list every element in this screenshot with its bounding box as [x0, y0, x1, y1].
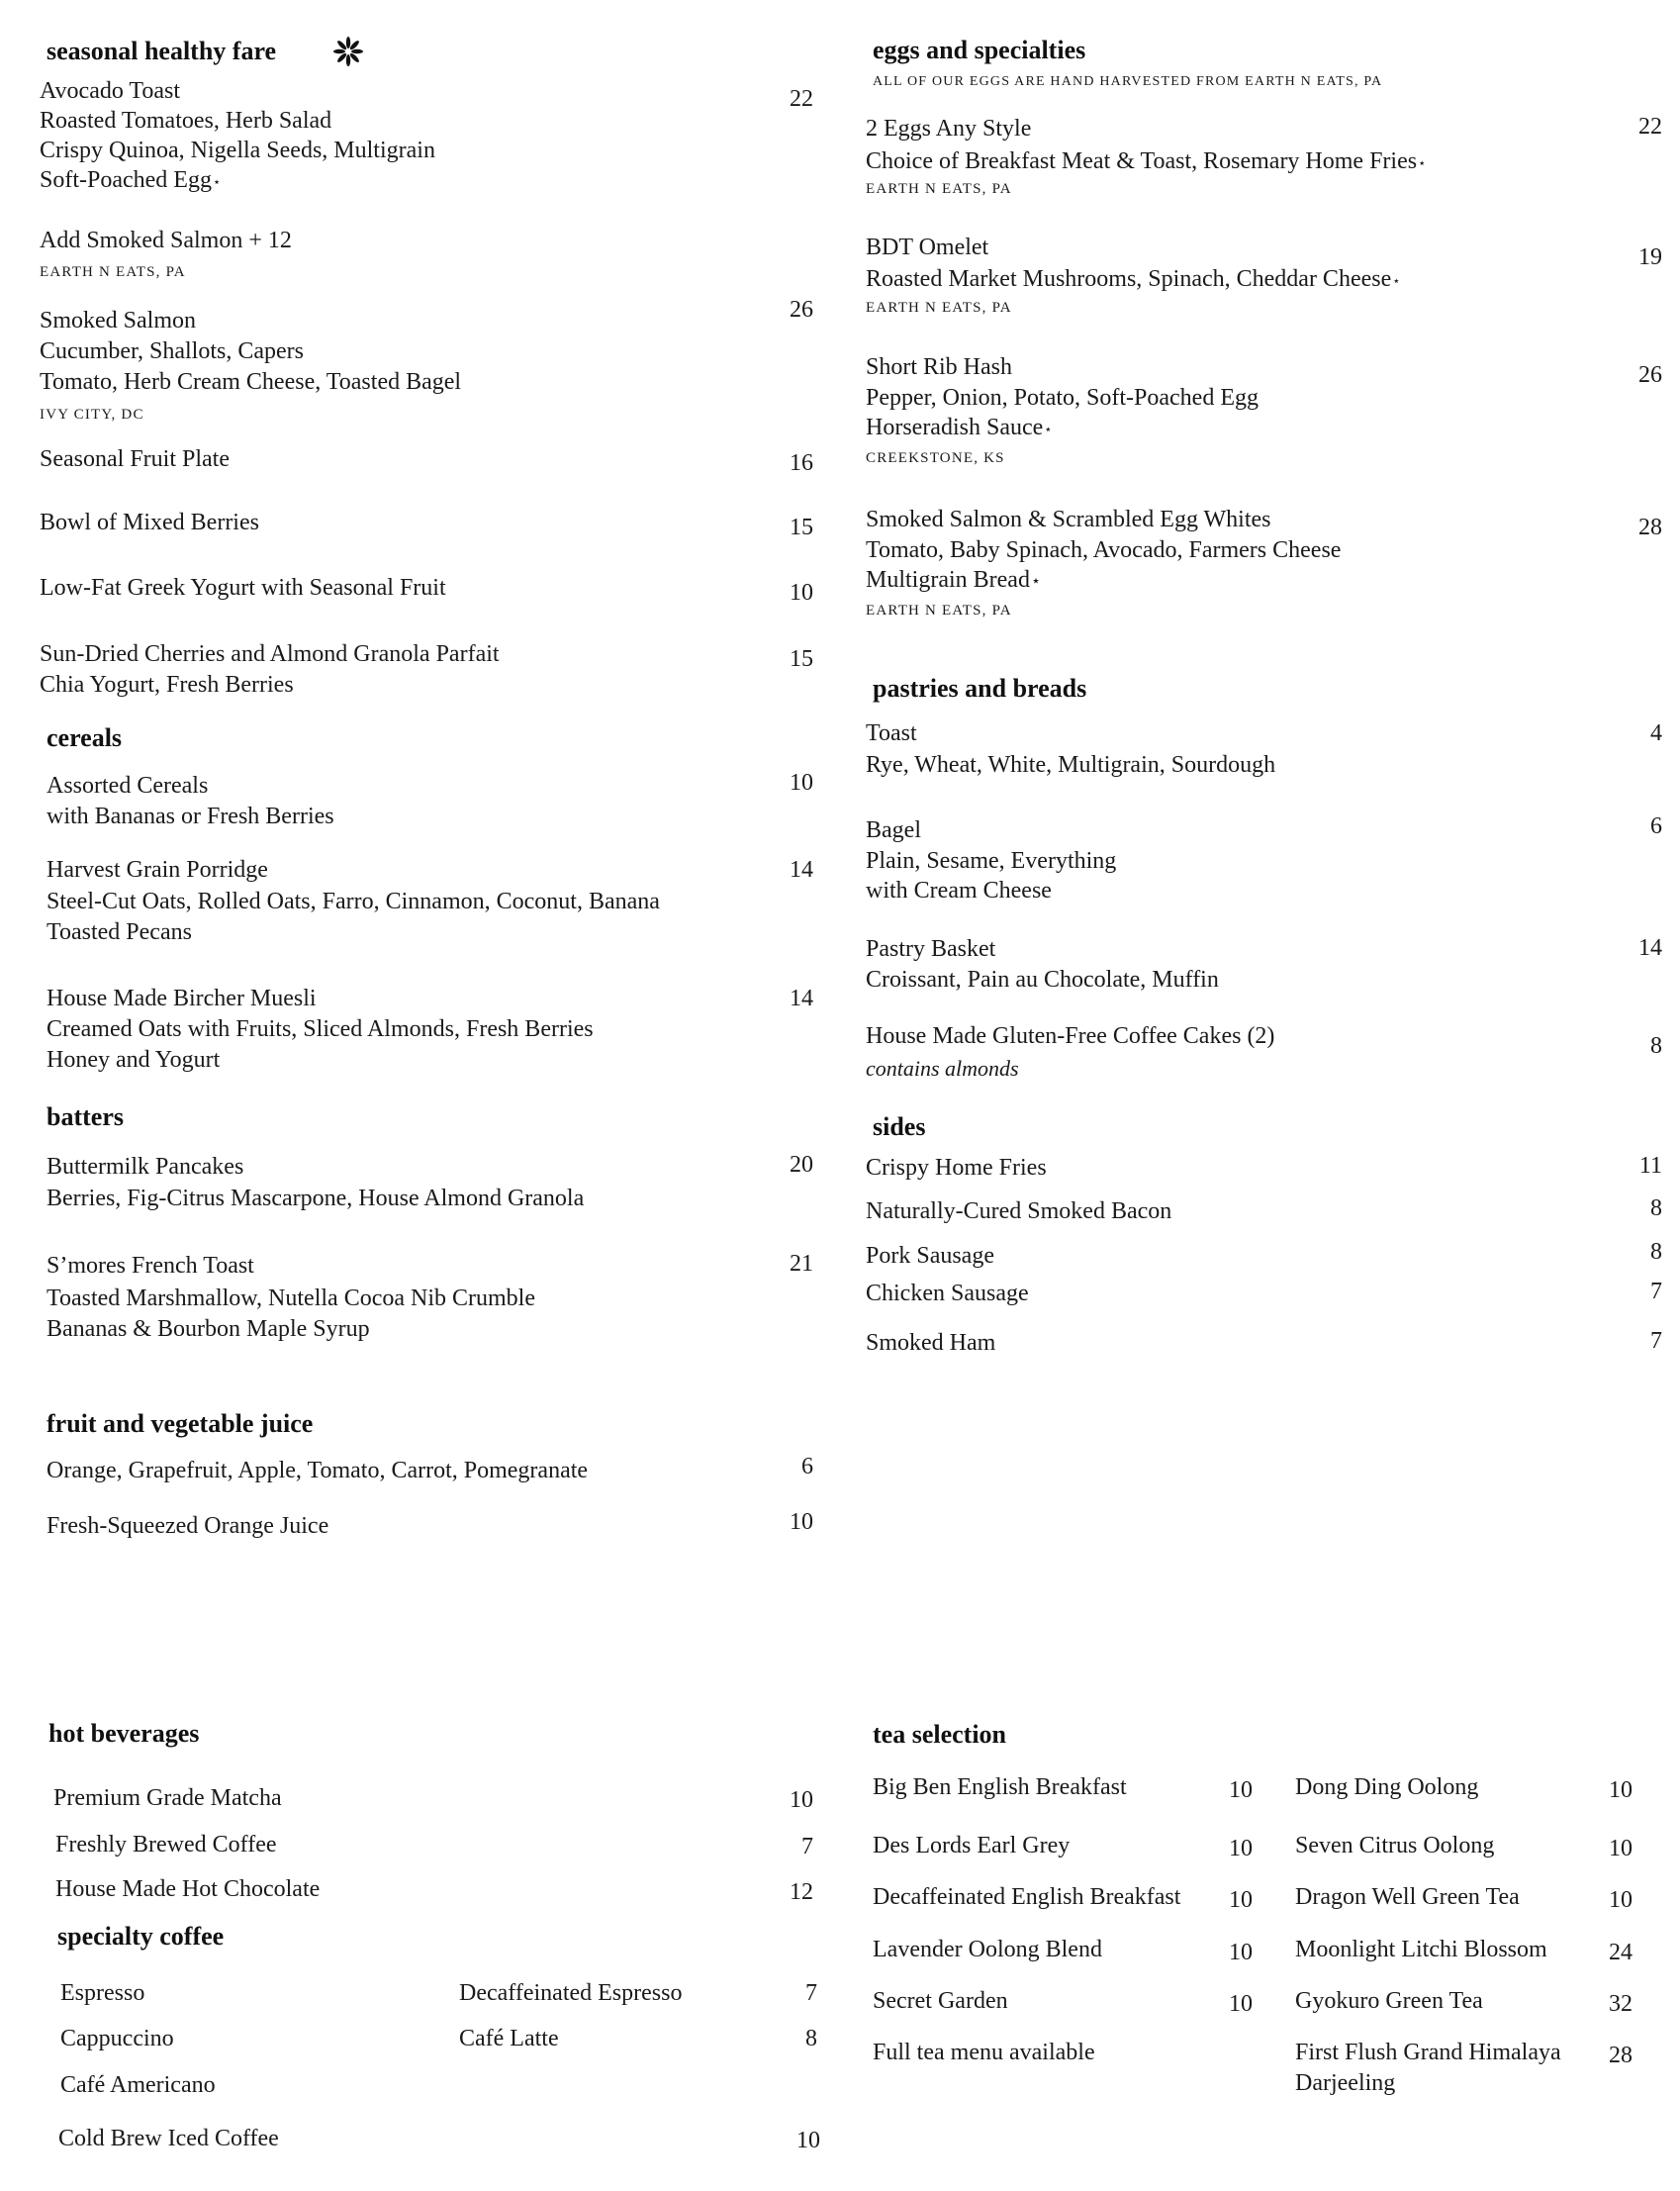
tea-price: 10	[1609, 1777, 1633, 1803]
item-price: 6	[1650, 813, 1662, 839]
item-price: 14	[790, 986, 813, 1011]
star-icon: ⋆	[1418, 155, 1427, 170]
tea-name: Des Lords Earl Grey	[873, 1833, 1071, 1858]
item-description: Cucumber, Shallots, Capers	[40, 338, 304, 364]
item-price: 8	[1650, 1239, 1662, 1265]
section-heading: fruit and vegetable juice	[47, 1409, 314, 1438]
item-name: Orange, Grapefruit, Apple, Tomato, Carrot, Pomegranate	[47, 1458, 589, 1483]
item-price: 28	[1638, 515, 1662, 540]
item-price: 21	[790, 1251, 813, 1277]
item-price: 7	[1650, 1328, 1662, 1354]
tea-name: Lavender Oolong Blend	[873, 1937, 1102, 1962]
tea-name: Moonlight Litchi Blossom	[1295, 1937, 1547, 1962]
item-name: Low-Fat Greek Yogurt with Seasonal Fruit	[40, 575, 446, 601]
item-description-text: Soft-Poached Egg	[40, 167, 212, 193]
item-price: 8	[1650, 1033, 1662, 1059]
item-price: 8	[1650, 1195, 1662, 1221]
star-icon: ⋆	[1030, 573, 1041, 590]
tea-name: Secret Garden	[873, 1988, 1008, 2014]
item-description: Crispy Quinoa, Nigella Seeds, Multigrain	[40, 138, 435, 163]
tea-name: Seven Citrus Oolong	[1295, 1833, 1495, 1858]
star-icon: ⋆	[212, 174, 222, 189]
item-description: Chia Yogurt, Fresh Berries	[40, 672, 294, 698]
item-name: Buttermilk Pancakes	[47, 1154, 244, 1180]
item-price: 4	[1650, 720, 1662, 746]
item-name: Cold Brew Iced Coffee	[58, 2126, 279, 2151]
section-heading: pastries and breads	[873, 674, 1087, 703]
item-name: Assorted Cereals	[47, 773, 209, 799]
section-heading: sides	[873, 1112, 926, 1141]
item-name: Add Smoked Salmon + 12	[40, 228, 292, 253]
tea-price: 32	[1609, 1991, 1633, 2017]
item-price: 10	[790, 1787, 813, 1813]
item-description: Tomato, Baby Spinach, Avocado, Farmers Cheese	[866, 537, 1342, 563]
item-price: 16	[790, 450, 813, 476]
item-name: S’mores French Toast	[47, 1253, 254, 1279]
item-description: Tomato, Herb Cream Cheese, Toasted Bagel	[40, 369, 462, 395]
tea-price: 10	[1229, 1777, 1253, 1803]
item-description: Bananas & Bourbon Maple Syrup	[47, 1316, 370, 1342]
item-source: EARTH N EATS, PA	[866, 181, 1012, 197]
item-name-cappuccino: Cappuccino	[60, 2026, 174, 2051]
item-price: 26	[1638, 362, 1662, 388]
section-heading: hot beverages	[48, 1719, 200, 1748]
section-note: ALL OF OUR EGGS ARE HAND HARVESTED FROM EARTH N EATS, PA	[873, 74, 1383, 89]
item-name: Bagel	[866, 817, 921, 843]
item-name: Toast	[866, 720, 917, 746]
item-price: 15	[790, 515, 813, 540]
item-description-text: Choice of Breakfast Meat & Toast, Rosemary Home Fries	[866, 148, 1418, 174]
item-price: 8	[805, 2026, 817, 2051]
item-name: BDT Omelet	[866, 235, 989, 260]
item-name-espresso: Espresso	[60, 1980, 145, 2006]
item-name: Fresh-Squeezed Orange Juice	[47, 1513, 329, 1539]
item-description	[866, 565, 1041, 597]
item-price: 7	[801, 1834, 813, 1859]
item-source: IVY CITY, DC	[40, 407, 144, 423]
item-description: Plain, Sesame, Everything	[866, 848, 1117, 874]
tea-name: Gyokuro Green Tea	[1295, 1988, 1483, 2014]
item-price: 10	[796, 2128, 820, 2153]
tea-price: 10	[1609, 1836, 1633, 1861]
item-name: House Made Hot Chocolate	[55, 1876, 321, 1902]
item-description: with Cream Cheese	[866, 878, 1052, 904]
item-name: Sun-Dried Cherries and Almond Granola Parfait	[40, 641, 500, 667]
tea-note: Full tea menu available	[873, 2040, 1095, 2065]
tea-price: 28	[1609, 2043, 1633, 2068]
item-name: Freshly Brewed Coffee	[55, 1832, 277, 1858]
item-name: Crispy Home Fries	[866, 1155, 1047, 1181]
tea-price: 24	[1609, 1940, 1633, 1965]
item-description: Berries, Fig-Citrus Mascarpone, House Almond Granola	[47, 1186, 585, 1211]
item-name-cafe-americano: Café Americano	[60, 2072, 216, 2098]
item-name: Avocado Toast	[40, 78, 181, 104]
item-price: 7	[1650, 1279, 1662, 1304]
item-price: 20	[790, 1152, 813, 1178]
section-heading: eggs and specialties	[873, 36, 1086, 64]
section-heading: cereals	[47, 723, 123, 752]
item-source: EARTH N EATS, PA	[866, 300, 1012, 316]
item-name: Bowl of Mixed Berries	[40, 510, 259, 535]
item-name: Short Rib Hash	[866, 354, 1013, 380]
item-description	[866, 146, 1426, 178]
item-description: Toasted Pecans	[47, 919, 192, 945]
item-source: EARTH N EATS, PA	[40, 264, 186, 280]
item-name: Seasonal Fruit Plate	[40, 446, 230, 472]
tea-price: 10	[1229, 1940, 1253, 1965]
section-heading: batters	[47, 1102, 124, 1131]
item-price: 12	[790, 1879, 813, 1905]
item-name: Smoked Ham	[866, 1330, 996, 1356]
tea-price: 10	[1229, 1836, 1253, 1861]
item-source: EARTH N EATS, PA	[866, 603, 1012, 619]
item-name: House Made Gluten-Free Coffee Cakes (2)	[866, 1023, 1275, 1049]
section-heading: seasonal healthy fare	[47, 37, 277, 65]
flower-icon	[332, 36, 364, 67]
tea-price: 10	[1609, 1887, 1633, 1913]
item-price: 6	[801, 1454, 813, 1479]
item-name: Chicken Sausage	[866, 1281, 1029, 1306]
star-icon: ⋆	[1044, 422, 1053, 436]
item-description-text: Multigrain Bread	[866, 567, 1030, 593]
tea-name: Big Ben English Breakfast	[873, 1774, 1127, 1800]
item-price: 14	[1638, 935, 1662, 961]
item-name-decaf-espresso: Decaffeinated Espresso	[459, 1980, 683, 2006]
star-icon: ⋆	[1392, 273, 1401, 288]
item-price: 10	[790, 580, 813, 606]
item-description: Honey and Yogurt	[47, 1047, 221, 1073]
item-price: 14	[790, 857, 813, 883]
item-price: 19	[1638, 244, 1662, 270]
item-note: contains almonds	[866, 1056, 1019, 1081]
tea-name-continued: Darjeeling	[1295, 2070, 1396, 2096]
item-name: House Made Bircher Muesli	[47, 986, 317, 1011]
item-name: Pastry Basket	[866, 936, 996, 962]
tea-name: Dragon Well Green Tea	[1295, 1884, 1520, 1910]
item-description: with Bananas or Fresh Berries	[47, 804, 334, 829]
item-name: 2 Eggs Any Style	[866, 116, 1032, 142]
item-description-text: Roasted Market Mushrooms, Spinach, Cheddar Cheese	[866, 266, 1392, 292]
item-description: Rye, Wheat, White, Multigrain, Sourdough	[866, 752, 1276, 778]
item-name-cafe-latte: Café Latte	[459, 2026, 559, 2051]
item-description: Pepper, Onion, Potato, Soft-Poached Egg	[866, 385, 1259, 411]
section-heading: tea selection	[873, 1720, 1007, 1749]
item-name: Premium Grade Matcha	[53, 1785, 282, 1811]
tea-name: First Flush Grand Himalaya	[1295, 2040, 1561, 2065]
item-description	[866, 413, 1052, 444]
item-price: 22	[790, 86, 813, 112]
tea-name: Dong Ding Oolong	[1295, 1774, 1479, 1800]
item-name: Naturally-Cured Smoked Bacon	[866, 1198, 1172, 1224]
item-price: 15	[790, 646, 813, 672]
item-description	[866, 264, 1400, 296]
item-description: Roasted Tomatoes, Herb Salad	[40, 108, 332, 134]
item-name: Harvest Grain Porridge	[47, 857, 268, 883]
item-name: Smoked Salmon & Scrambled Egg Whites	[866, 507, 1271, 532]
item-name: Pork Sausage	[866, 1243, 994, 1269]
item-price: 22	[1638, 114, 1662, 140]
item-description	[40, 165, 221, 197]
item-price: 26	[790, 297, 813, 323]
tea-name: Decaffeinated English Breakfast	[873, 1884, 1181, 1910]
tea-price: 10	[1229, 1991, 1253, 2017]
tea-price: 10	[1229, 1887, 1253, 1913]
item-price: 10	[790, 770, 813, 796]
item-source: CREEKSTONE, KS	[866, 450, 1005, 466]
item-description: Toasted Marshmallow, Nutella Cocoa Nib Crumble	[47, 1286, 535, 1311]
item-description-text: Horseradish Sauce	[866, 415, 1044, 440]
section-heading: specialty coffee	[57, 1922, 225, 1951]
item-description: Steel-Cut Oats, Rolled Oats, Farro, Cinnamon, Coconut, Banana	[47, 889, 660, 914]
item-price: 11	[1638, 1153, 1662, 1179]
item-price: 7	[805, 1980, 817, 2006]
item-name: Smoked Salmon	[40, 308, 197, 333]
item-price: 10	[790, 1509, 813, 1535]
item-description: Croissant, Pain au Chocolate, Muffin	[866, 967, 1219, 993]
item-description: Creamed Oats with Fruits, Sliced Almonds, Fresh Berries	[47, 1016, 594, 1042]
